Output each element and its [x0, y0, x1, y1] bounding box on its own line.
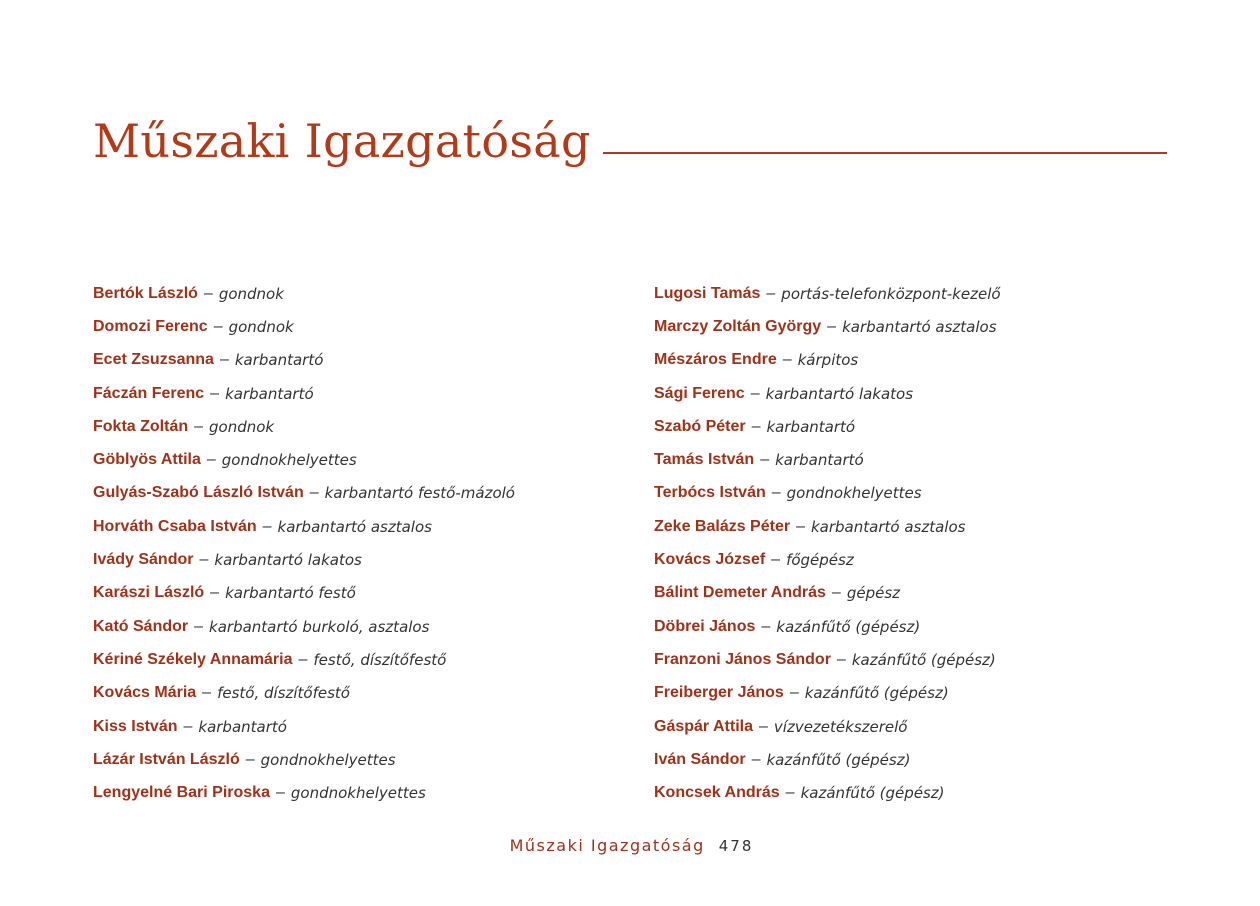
staff-entry: [654, 477, 1001, 510]
name-role-separator: –: [213, 317, 223, 335]
staff-role: karbantartó: [766, 417, 856, 436]
staff-name: Marczy Zoltán György: [654, 317, 822, 335]
name-role-separator: –: [219, 351, 229, 369]
name-role-separator: –: [789, 684, 799, 702]
staff-name: Bertók László: [93, 284, 198, 302]
staff-entry: [654, 610, 1001, 643]
staff-entry: [654, 443, 1001, 476]
name-role-separator: –: [199, 551, 209, 569]
staff-name: Kató Sándor: [93, 617, 189, 635]
staff-role: gondnokhelyettes: [221, 451, 357, 470]
staff-entry: [93, 577, 515, 610]
staff-entry: [654, 344, 1001, 377]
staff-name: Franzoni János Sándor: [654, 650, 831, 668]
page-number: 478: [718, 837, 754, 855]
staff-entry: [654, 577, 1001, 610]
name-role-separator: –: [760, 451, 770, 469]
staff-entry: [93, 677, 515, 710]
staff-entry: [654, 277, 1001, 310]
staff-entry: [654, 377, 1001, 410]
name-role-separator: –: [751, 417, 761, 435]
staff-role: kazánfűtő (gépész): [766, 750, 911, 769]
staff-role: kazánfűtő (gépész): [851, 650, 996, 669]
name-role-separator: –: [203, 284, 213, 302]
staff-role: kazánfűtő (gépész): [804, 684, 949, 703]
name-role-separator: –: [759, 717, 768, 735]
staff-role: főgépész: [786, 551, 854, 570]
name-role-separator: –: [202, 684, 212, 702]
staff-entry: [654, 310, 1001, 343]
staff-role: gondnokhelyettes: [260, 750, 396, 769]
staff-entry: [93, 277, 515, 310]
staff-name: Kériné Székely Annamária: [93, 650, 293, 668]
name-role-separator: –: [750, 384, 760, 402]
staff-entry: [93, 743, 515, 776]
page-header: [93, 114, 1167, 168]
staff-name: Kovács Mária: [93, 684, 197, 702]
staff-entry: [93, 610, 515, 643]
name-role-separator: –: [194, 417, 204, 435]
staff-role: karbantartó asztalos: [842, 317, 997, 336]
name-role-separator: –: [751, 750, 761, 768]
name-role-separator: –: [210, 584, 220, 602]
staff-name: Horváth Csaba István: [93, 517, 257, 535]
name-role-separator: –: [831, 584, 841, 602]
staff-role: karbantartó asztalos: [277, 517, 432, 536]
staff-role: karbantartó: [198, 717, 287, 736]
staff-name: Ivády Sándor: [93, 551, 194, 569]
name-role-separator: –: [262, 517, 272, 535]
staff-entry: [93, 776, 515, 809]
staff-entry: [654, 410, 1001, 443]
name-role-separator: –: [785, 784, 795, 802]
name-role-separator: –: [309, 484, 319, 502]
staff-entry: [93, 310, 515, 343]
staff-entry: [654, 776, 1001, 809]
footer-section-title: Műszaki Igazgatóság: [509, 836, 705, 855]
staff-role: karbantartó festő: [225, 584, 356, 603]
title-divider: [603, 152, 1167, 154]
staff-role: portás-telefonközpont-kezelő: [781, 284, 1001, 303]
staff-name: Domozi Ferenc: [93, 317, 208, 335]
staff-role: kárpitos: [797, 351, 859, 370]
staff-role: gépész: [846, 584, 901, 603]
staff-role: gondnokhelyettes: [786, 484, 922, 503]
name-role-separator: –: [771, 551, 781, 569]
staff-list-left: [93, 277, 515, 810]
staff-name: Mészáros Endre: [654, 351, 777, 369]
staff-entry: [93, 543, 515, 576]
staff-name: Iván Sándor: [654, 750, 746, 768]
name-role-separator: –: [275, 784, 285, 802]
staff-name: Ecet Zsuzsanna: [93, 351, 214, 369]
staff-name: Lengyelné Bari Piroska: [93, 784, 270, 802]
staff-entry: [654, 710, 1001, 743]
staff-role: karbantartó: [234, 351, 324, 370]
staff-role: karbantartó: [225, 384, 314, 403]
staff-role: karbantartó asztalos: [810, 517, 966, 536]
staff-entry: [93, 443, 515, 476]
name-role-separator: –: [183, 717, 193, 735]
staff-entry: [654, 510, 1001, 543]
staff-role: gondnokhelyettes: [290, 784, 426, 803]
name-role-separator: –: [766, 284, 776, 302]
staff-name: Fáczán Ferenc: [93, 384, 205, 402]
staff-name: Kiss István: [93, 717, 178, 735]
staff-name: Gáspár Attila: [654, 717, 753, 735]
staff-entry: [654, 677, 1001, 710]
staff-entry: [654, 743, 1001, 776]
staff-name: Koncsek András: [654, 784, 780, 802]
name-role-separator: –: [796, 517, 805, 535]
name-role-separator: –: [771, 484, 781, 502]
staff-name: Terbócs István: [654, 484, 766, 502]
staff-list-right: [654, 277, 1001, 810]
name-role-separator: –: [298, 650, 308, 668]
name-role-separator: –: [210, 384, 220, 402]
staff-name: Szabó Péter: [654, 417, 746, 435]
staff-name: Tamás István: [654, 451, 755, 469]
staff-entry: [93, 344, 515, 377]
staff-role: gondnok: [228, 317, 294, 336]
staff-entry: [654, 543, 1001, 576]
page-title: Műszaki Igazgatóság: [93, 114, 591, 168]
staff-role: festő, díszítőfestő: [217, 684, 350, 703]
staff-role: karbantartó lakatos: [765, 384, 914, 403]
staff-role: karbantartó lakatos: [214, 551, 362, 570]
staff-role: kazánfűtő (gépész): [800, 784, 945, 803]
name-role-separator: –: [206, 451, 216, 469]
staff-role: gondnok: [218, 284, 284, 303]
page-footer: [0, 836, 1260, 855]
staff-name: Fokta Zoltán: [93, 417, 189, 435]
staff-name: Göblyös Attila: [93, 451, 201, 469]
staff-entry: [93, 643, 515, 676]
staff-role: kazánfűtő (gépész): [776, 617, 921, 636]
staff-entry: [654, 643, 1001, 676]
staff-role: karbantartó: [775, 451, 864, 470]
staff-name: Karászi László: [93, 584, 205, 602]
staff-entry: [93, 510, 515, 543]
staff-name: Sági Ferenc: [654, 384, 745, 402]
name-role-separator: –: [836, 650, 846, 668]
name-role-separator: –: [194, 617, 204, 635]
staff-role: vízvezetékszerelő: [773, 717, 908, 736]
name-role-separator: –: [245, 750, 255, 768]
name-role-separator: –: [761, 617, 771, 635]
staff-name: Döbrei János: [654, 617, 756, 635]
name-role-separator: –: [827, 317, 837, 335]
staff-name: Gulyás-Szabó László István: [93, 484, 304, 502]
staff-role: karbantartó burkoló, asztalos: [209, 617, 430, 636]
staff-entry: [93, 410, 515, 443]
staff-name: Lázár István László: [93, 750, 240, 768]
staff-entry: [93, 710, 515, 743]
staff-name: Zeke Balázs Péter: [654, 517, 791, 535]
staff-role: gondnok: [209, 417, 275, 436]
staff-name: Freiberger János: [654, 684, 784, 702]
staff-name: Kovács József: [654, 551, 766, 569]
staff-role: festő, díszítőfestő: [313, 650, 447, 669]
staff-entry: [93, 377, 515, 410]
name-role-separator: –: [782, 351, 792, 369]
staff-name: Bálint Demeter András: [654, 584, 826, 602]
staff-entry: [93, 477, 515, 510]
staff-role: karbantartó festő-mázoló: [324, 484, 515, 503]
staff-name: Lugosi Tamás: [654, 284, 761, 302]
